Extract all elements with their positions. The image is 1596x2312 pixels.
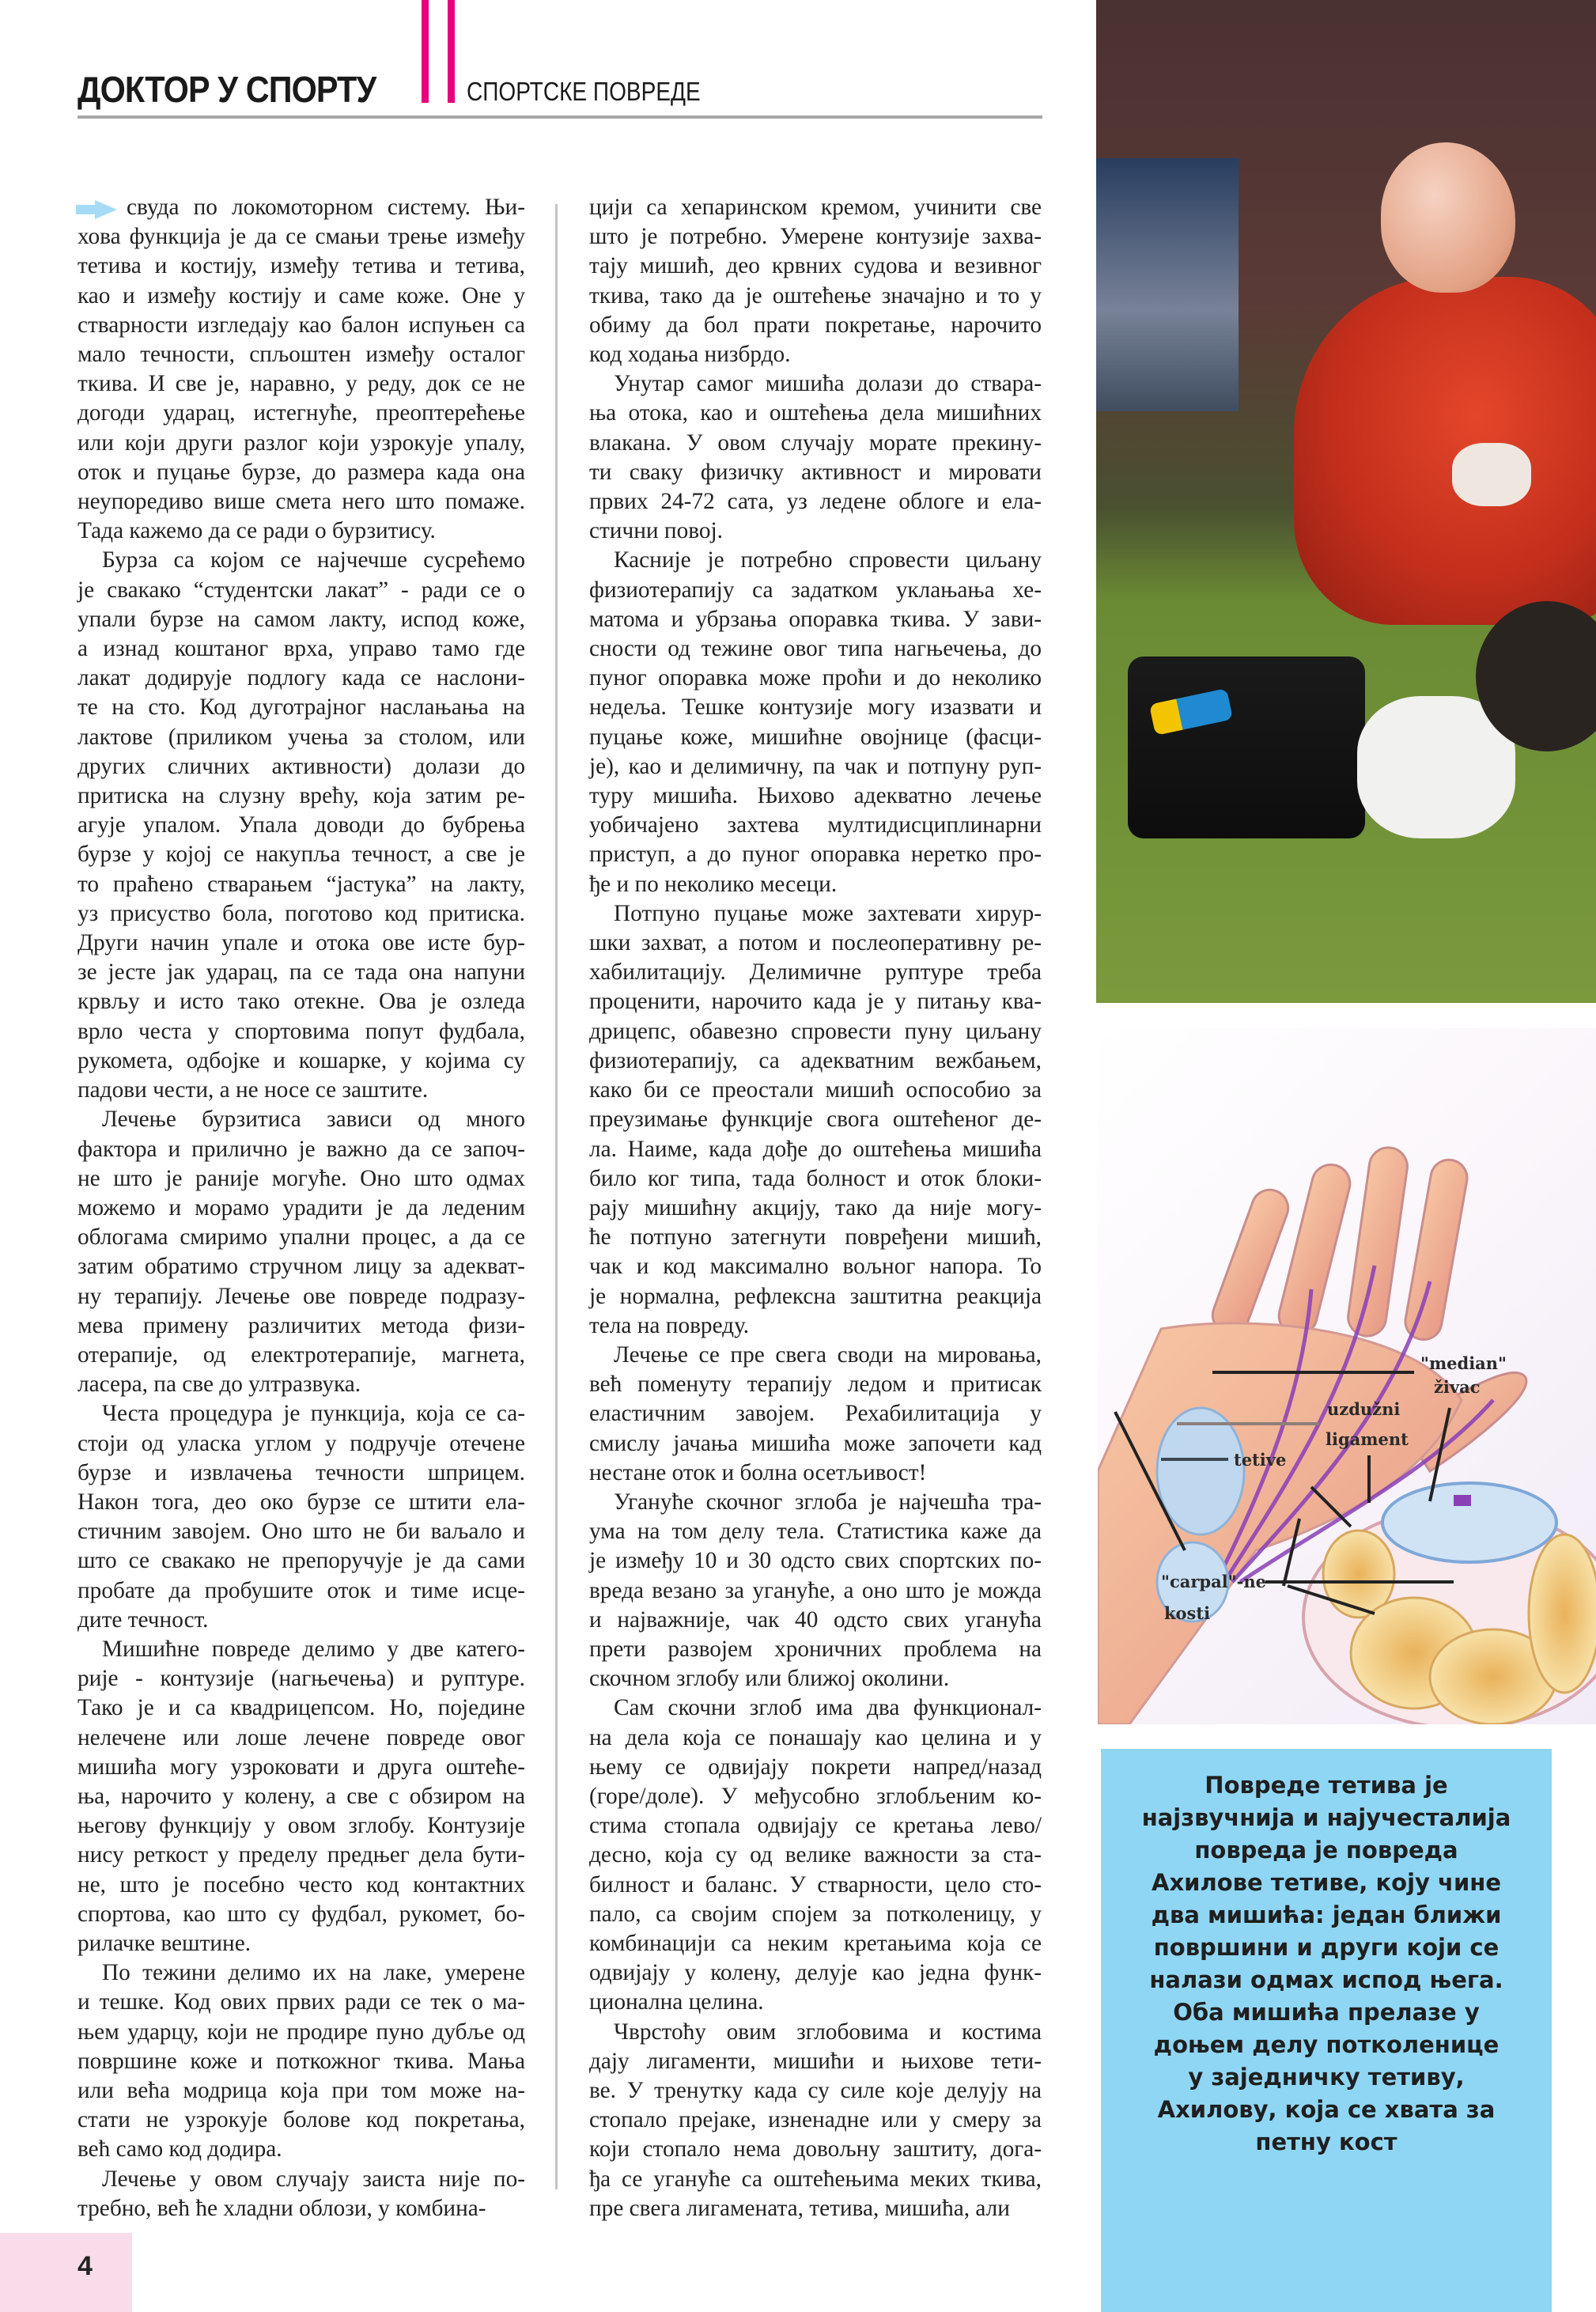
text-line: физиотерапију, са адекватним вежбањем,	[589, 1047, 1042, 1073]
paragraph	[78, 193, 525, 546]
text-line: ти сваку физичку активност и мировати	[589, 459, 1042, 485]
photo-medic-jacket	[1294, 277, 1596, 625]
text-line: Честа процедура је пункција, која се са-	[102, 1401, 525, 1427]
paragraph	[589, 193, 1042, 369]
text-line: шки захват, а потом и послеоперативну ре-	[589, 930, 1042, 956]
text-line: падови чести, а не носе се заштите.	[78, 1077, 429, 1103]
text-line: десно, која су од велике важности за ста-	[589, 1842, 1042, 1868]
text-line: површине коже и поткожног ткива. Мања	[78, 2048, 525, 2074]
label-kosti: kosti	[1164, 1603, 1211, 1623]
paragraph	[78, 1635, 525, 1958]
text-line: и тешке. Код ових првих ради се тек о ма-	[78, 1989, 525, 2015]
text-line: влакана. У овом случају морате прекину-	[589, 429, 1042, 456]
text-line: ђа се угануће са оштећењима меких ткива,	[589, 2166, 1042, 2192]
paragraph	[78, 1399, 525, 1635]
text-line: стима стопала одвијају се кретања лево/	[589, 1813, 1042, 1839]
paragraph	[589, 1693, 1042, 2017]
text-line: рукомета, одбојке и кошарке, у којима су	[78, 1047, 525, 1073]
text-line: вреда везано за угануће, а оно што је можда	[589, 1577, 1042, 1603]
text-line: не што је раније могуће. Оно што одмах	[78, 1165, 525, 1191]
text-line: дају лигаменти, мишићи и њихове тети-	[589, 2048, 1042, 2074]
article-column-2	[589, 193, 1042, 2223]
text-line: недеља. Тешке контузије могу изазвати и	[589, 694, 1042, 721]
paragraph	[589, 899, 1042, 1341]
text-line: код ходања низбрдо.	[589, 342, 791, 368]
text-line: њем ударцу, који не продире пуно дубље од	[78, 2019, 525, 2045]
callout-line: површини и други који се	[1153, 1934, 1500, 1961]
callout-line: петну кост	[1255, 2128, 1397, 2155]
text-line: или који други разлог који узрокује упалу,	[78, 429, 525, 456]
text-line: тетива и костију, између тетива и тетива,	[78, 253, 525, 279]
text-line: можемо и морамо урадити је да леденим	[78, 1194, 525, 1220]
text-line: нелечене или лоше лечене повреде овог	[78, 1724, 525, 1750]
article-column-1	[78, 193, 525, 2223]
text-line: стоји од уласка углом у подручје отечене	[78, 1430, 525, 1456]
paragraph	[589, 1341, 1042, 1488]
text-line: ла. Наиме, када дође до оштећења мишића	[589, 1136, 1042, 1162]
column-divider	[555, 204, 558, 2189]
text-line: уз присуство бола, поготово код притиска.	[78, 900, 525, 926]
callout-line: Ахилову, која се хвата за	[1157, 2096, 1496, 2123]
text-line: ткива. И све је, наравно, у реду, док се не	[78, 371, 525, 397]
text-line: и најважније, чак 40 одсто свих уганућа	[589, 1606, 1042, 1633]
text-line: стварности изгледају као балон испуњен са	[78, 312, 525, 338]
text-line: физиотерапију са задатком уклањања хе-	[589, 577, 1042, 603]
callout-line: повреда је повреда	[1194, 1837, 1458, 1864]
text-line: првих 24-72 сата, уз ледене облоге и ела-	[589, 489, 1042, 515]
text-line: скочном зглобу или ближој околини.	[589, 1666, 950, 1692]
topic-title: СПОРТСКЕ ПОВРЕДЕ	[467, 77, 701, 106]
text-line: који стопало нема довољну заштиту, дога-	[589, 2136, 1042, 2163]
text-line: мало течности, спљоштен између осталог	[78, 342, 525, 368]
text-line: стични повој.	[589, 518, 723, 544]
label-ligament: ligament	[1326, 1429, 1409, 1449]
text-line: како би се преостали мишић оспособио за	[589, 1077, 1042, 1103]
paragraph	[78, 1105, 525, 1399]
text-line: ласера, па све до ултразвука.	[78, 1372, 361, 1398]
text-line: пре свега лигамената, тетива, мишића, али	[589, 2195, 1010, 2221]
text-line: спортова, као што су фудбал, рукомет, бо-	[78, 1901, 525, 1927]
photo-crowd-background	[1096, 158, 1239, 411]
label-carpal: "carpal"-ne	[1161, 1572, 1266, 1591]
text-line: ђе и по неколико месеци.	[589, 871, 838, 897]
text-line: проценити, нарочито када је у питању ква-	[589, 989, 1042, 1015]
text-line: матома и убрзања опоравка ткива. У зави-	[589, 606, 1042, 632]
text-line: већ само код додира.	[78, 2136, 282, 2163]
text-line: на дела која се понашају као целина и у	[589, 1724, 1042, 1750]
text-line: рају мишићну акцију, тако да није могу-	[589, 1194, 1042, 1220]
label-tetive: tetive	[1234, 1450, 1287, 1470]
text-line: нестане оток и болна осетљивост!	[589, 1459, 927, 1485]
paragraph	[78, 546, 525, 1105]
text-line: њему се одвијају покрети напред/назад	[589, 1754, 1042, 1780]
callout-line: Повреде тетива је	[1205, 1772, 1448, 1799]
text-line: других сличних активности) долази до	[78, 753, 525, 779]
text-line: већ поменуту терапију ледом и притисак	[589, 1372, 1042, 1398]
text-line: ве. У тренутку када су силе које делују на	[589, 2078, 1042, 2103]
callout-line: најзвучнија и најучесталија	[1141, 1804, 1511, 1831]
text-line: што се свакако не препоручује је да сами	[78, 1548, 525, 1574]
paragraph	[589, 369, 1042, 546]
text-line: а изнад коштаног врха, управо тамо где	[78, 636, 525, 662]
text-line: тају мишић, део крвних судова и везивног	[589, 253, 1042, 279]
text-line: је), као и делимичну, па чак и потпуну руп-	[589, 753, 1042, 779]
text-line: што је потребно. Умерене контузије захва-	[589, 224, 1042, 250]
text-line: облогама смиримо упални процес, а да се	[78, 1224, 525, 1251]
header-rule	[78, 115, 1042, 119]
text-line: мишића могу узроковати и друга оштеће-	[78, 1754, 525, 1780]
text-line: пуног опоравка може проћи и до неколико	[589, 665, 1042, 691]
text-line: требно, већ ће хладни облози, у комбина-	[78, 2195, 486, 2221]
paragraph	[589, 2018, 1042, 2223]
text-line: је нормална, рефлексна заштитна реакција	[589, 1283, 1042, 1309]
text-line: билност и баланс. У стварности, цело сто-	[589, 1871, 1042, 1898]
text-line: ња отока, као и оштећења дела мишићних	[589, 400, 1042, 426]
paragraph	[78, 2165, 525, 2223]
text-line: пуцање коже, мишићне овојнице (фасци-	[589, 724, 1042, 750]
text-line: његову функцију у овом зглобу. Контузије	[78, 1813, 525, 1839]
text-line: Бурза са којом се најчечше сусрећемо	[102, 547, 525, 573]
callout-text	[1101, 1769, 1552, 2159]
text-line: чак и код максимално вољног напора. То	[589, 1254, 1042, 1280]
text-line: ума на том делу тела. Статистика каже да	[589, 1519, 1042, 1545]
text-line: бурзе у којој се накупља течност, а све је	[78, 842, 525, 868]
text-line: ткива, тако да је оштећење значајно и то у	[589, 282, 1042, 308]
text-line: туру мишића. Њихово адекватно лечење	[589, 783, 1042, 809]
text-line: (горе/доле). У међусобно зглобљеним ко-	[589, 1783, 1042, 1809]
text-line: ће потпуно затегнути повређени мишић,	[589, 1224, 1042, 1251]
text-line: пробате да пробушите оток и тиме исце-	[78, 1577, 525, 1603]
injured-player-photo	[1096, 0, 1596, 1003]
text-line: По тежини делимо их на лаке, умерене	[102, 1960, 525, 1986]
text-line: догоди ударац, истегнуће, преоптерећење	[78, 400, 525, 426]
text-line: Потпуно пуцање може захтевати хирур-	[614, 900, 1042, 926]
text-line: је свакако “студентски лакат” - ради се о	[78, 577, 525, 603]
text-line: или већа модрица која при том може на-	[78, 2078, 525, 2103]
text-line: нису реткост у пределу предњег дела бути-	[78, 1842, 525, 1868]
text-line: фактора и прилично је важно да се започ-	[78, 1136, 525, 1162]
text-line: Угануће скочног зглоба је најчешћа тра-	[614, 1489, 1042, 1515]
text-line: оток и пуцање бурзе, до размера када она	[78, 459, 525, 485]
paragraph	[78, 1958, 525, 2164]
text-line: те на сто. Код дуготрајног наслањања на	[78, 694, 525, 721]
text-line: преузимање функције свога оштећеног де-	[589, 1107, 1042, 1133]
section-title: ДОКТОР У СПОРТУ	[78, 69, 376, 110]
page-number-box	[0, 2233, 132, 2312]
text-line: мева примену различитих метода физи-	[78, 1312, 525, 1338]
text-line: ну терапију. Лечење ове повреде подразу-	[78, 1283, 525, 1309]
text-line: Лечење у овом случају заиста није по-	[102, 2166, 525, 2192]
text-line: било ког типа, тада болност и оток блоки-	[589, 1165, 1042, 1191]
text-line: обиму да бол прати покретање, нарочито	[589, 312, 1042, 338]
text-line: Други начин упале и отока ове исте бур-	[78, 930, 525, 956]
wrist-anatomy-diagram	[1098, 1028, 1596, 1724]
text-line: је између 10 и 30 одсто свих спортских по-	[589, 1548, 1042, 1574]
text-line: као и између костију и саме коже. Оне у	[78, 282, 525, 308]
text-line: рилачке вештине.	[78, 1930, 252, 1956]
text-line: Тако је и са квадрицепсом. Но, поједине	[78, 1695, 525, 1721]
text-line: затим обратимо стручном лицу за адекват-	[78, 1254, 525, 1280]
text-line: дите течност.	[78, 1606, 209, 1633]
text-line: Сам скочни зглоб има два функционал-	[614, 1695, 1042, 1721]
text-line: неупоредиво више смета него што помаже.	[78, 489, 525, 515]
text-line: дрицепс, обавезно спровести пуну циљану	[589, 1018, 1042, 1044]
text-line: рије - контузије (нагњечења) и руптуре.	[78, 1666, 525, 1692]
text-line: Мишићне повреде делимо у две катего-	[102, 1636, 525, 1662]
photo-medic-glove	[1452, 443, 1531, 506]
text-line: стопало прејаке, изненадне или у смеру за	[589, 2107, 1042, 2133]
text-line: одвијају у колену, делује као једна функ-	[589, 1960, 1042, 1986]
callout-line: у заједничку тетиву,	[1188, 2064, 1465, 2091]
label-zivac: živac	[1434, 1377, 1481, 1397]
text-line: пало, са својим спојем за потколеницу, у	[589, 1901, 1042, 1927]
text-line: свуда по локомоторном систему. Њи-	[127, 195, 525, 220]
callout-line: налази одмах испод њега.	[1149, 1966, 1503, 1993]
callout-line: два мишића: један ближи	[1151, 1901, 1502, 1928]
photo-medical-bag	[1128, 657, 1365, 838]
photo-medic-head	[1381, 142, 1515, 293]
text-line: еластичним завојем. Рехабилитација у	[589, 1401, 1042, 1427]
text-line: Касније је потребно спровести циљану	[614, 547, 1042, 573]
text-line: цији са хепаринском кремом, учинити све	[589, 195, 1042, 220]
label-median: "median"	[1420, 1353, 1507, 1373]
text-line: Тада кажемо да се ради о бурзитису.	[78, 518, 436, 544]
text-line: лактове (приликом учења за столом, или	[78, 724, 525, 750]
text-line: Након тога, део око бурзе се штити ела-	[78, 1489, 525, 1515]
text-line: хова функција је да се смањи трење између	[78, 224, 525, 250]
header-accent-bar-left	[422, 0, 429, 103]
text-line: смислу јачања мишића може започети кад	[589, 1430, 1042, 1456]
text-line: не, што је посебно често код контактних	[78, 1871, 525, 1898]
text-line: агује упалом. Упала доводи до бубрења	[78, 812, 525, 838]
text-line: Лечење бурзитиса зависи од много	[102, 1107, 525, 1133]
text-line: стичним завојем. Оно што не би ваљало и	[78, 1519, 525, 1545]
text-line: тела на повреду.	[589, 1312, 750, 1338]
text-line: упали бурзе на самом лакту, испод коже,	[78, 606, 525, 632]
text-line: ња, нарочито у колену, а све с обзиром на	[78, 1783, 525, 1809]
text-line: Чврстоћу овим зглобовима и костима	[614, 2019, 1042, 2045]
callout-line: Ахилове тетиве, коју чине	[1152, 1869, 1501, 1896]
text-line: стати не узрокује болове код покретања,	[78, 2107, 525, 2133]
text-line: бурзе и извлачења течности шприцем.	[78, 1459, 525, 1485]
callout-line: Оба мишића прелазе у	[1173, 1999, 1480, 2026]
achilles-callout-box	[1101, 1749, 1552, 2312]
text-line: лакат додирује подлогу када се наслони-	[78, 665, 525, 691]
label-uzduzni: uzdužni	[1327, 1399, 1401, 1419]
text-line: врло честа у спортовима попут фудбала,	[78, 1018, 525, 1044]
paragraph	[589, 1488, 1042, 1693]
callout-line: доњем делу потколенице	[1153, 2031, 1500, 2058]
text-line: ционална целина.	[589, 1989, 764, 2015]
header-accent-bar-right	[448, 0, 455, 103]
text-line: притиска на слузну врећу, која затим ре-	[78, 783, 525, 809]
text-line: отерапије, од електротерапије, магнета,	[78, 1341, 525, 1368]
text-line: то праћено стварањем “јастука” на лакту,	[78, 871, 525, 897]
text-line: приступ, а до пуног опоравка неретко про-	[589, 842, 1042, 868]
text-line: прети развојем хроничних проблема на	[589, 1636, 1042, 1662]
text-line: Унутар самог мишића долази до ствара-	[614, 371, 1042, 397]
text-line: хабилитацију. Делимичне руптуре треба	[589, 959, 1042, 986]
text-line: зе јесте јак ударац, па се тада она напуни	[78, 959, 525, 986]
text-line: крвљу и исто тако отекне. Ова је озледа	[78, 989, 525, 1015]
text-line: комбинацији са неким кретањима која се	[589, 1930, 1042, 1956]
page-number: 4	[78, 2251, 93, 2281]
text-line: уобичајено захтева мултидисциплинарни	[589, 812, 1042, 838]
text-line: Лечење се пре свега своди на мировања,	[614, 1341, 1042, 1368]
text-line: сности од тежине овог типа нагњечења, до	[589, 636, 1042, 662]
paragraph	[589, 546, 1042, 899]
